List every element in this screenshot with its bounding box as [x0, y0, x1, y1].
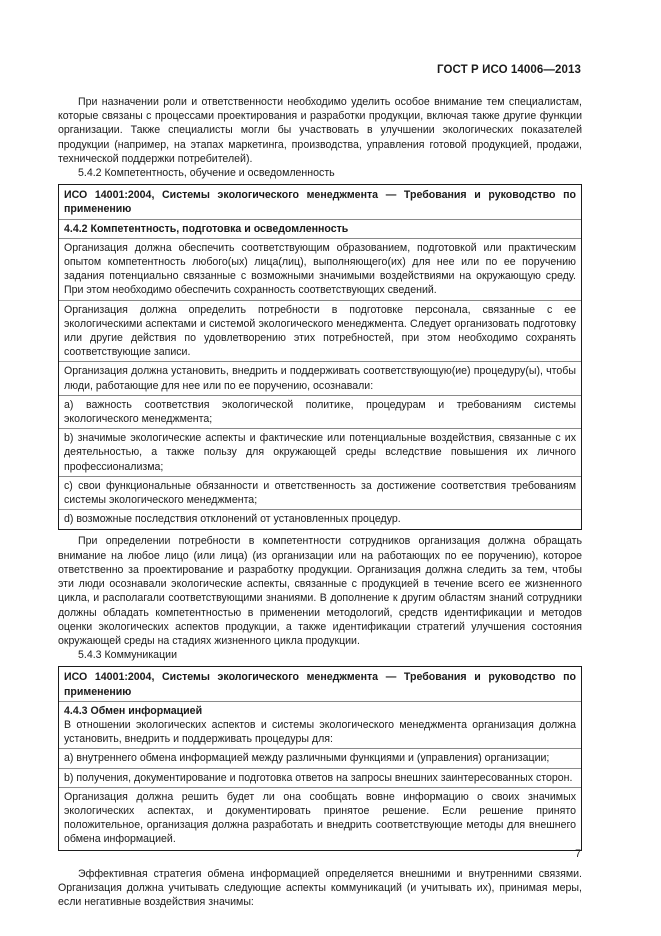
quote-list-item: b) получения, документирование и подготовка ответов на запросы внешних заинтересованных сторон. — [64, 771, 573, 784]
divider — [59, 238, 581, 239]
document-header: ГОСТ Р ИСО 14006—2013 — [436, 64, 581, 76]
quote-list-item: b) значимые экологические аспекты и фактические или потенциальные воздействия, связанные с их деятельностью, а также пользу для окружающей среды вследствие повышения их личного профессионализма; — [64, 432, 576, 473]
divider — [59, 768, 581, 769]
divider — [59, 219, 581, 220]
divider — [59, 428, 581, 429]
clause-4-4-2-heading: 4.4.2 Компетентность, подготовка и осведомленность — [64, 222, 349, 235]
intro-paragraph: При назначении роли и ответственности необходимо уделить особое внимание тем специалистам, которые связаны с процессами проектирования и разработки продукции, включая также другие функции организации. Также специалисты могли бы участвовать в улучшении экологических показателей продукции (например, на этапах маркетинга, производства, управления готовой продукцией, продажи, технической поддержки потребителей). — [58, 96, 582, 165]
divider — [59, 395, 581, 396]
divider — [59, 787, 581, 788]
divider — [59, 748, 581, 749]
page-number: 7 — [575, 848, 581, 860]
quote-paragraph: Организация должна обеспечить соответствующим образованием, подготовкой или практическим опытом компетентность любого(ых) лица(лиц), выполняющего(их) для нее или по ее поручению задания потенциально связанные с возможными значимыми воздействиями на окружающую среду. При этом необходимо обеспечить сохранность соответствующих сведений. — [64, 241, 576, 297]
section-5-4-3-heading: 5.4.3 Коммуникации — [78, 649, 177, 662]
closing-paragraph: Эффективная стратегия обмена информацией определяется внешними и внутренними связями. Организация должна учитывать следующие аспекты коммуникаций (и учитывать их), принимая меры, если негативные воздействия значимы: — [58, 867, 582, 908]
quote-paragraph: Организация должна определить потребности в подготовке персонала, связанные с ее экологическими аспектами и системой экологического менеджмента. Следует организовать подготовку или другие действия по удовлетворению этих потребностей, при этом необходимо сохранять соответствующие записи. — [64, 303, 576, 359]
divider — [59, 701, 581, 702]
divider — [59, 361, 581, 362]
standard-quote-box-4-4-2 — [58, 184, 582, 530]
quote-box-title: ИСО 14001:2004, Системы экологического менеджмента — Требования и руководство по применению — [64, 671, 576, 698]
quote-paragraph: В отношении экологических аспектов и системы экологического менеджмента организация должна установить, внедрить и поддерживать процедуры для: — [64, 718, 576, 746]
quote-list-item: c) свои функциональные обязанности и ответственность за достижение соответствия требованиям системы экологического менеджмента; — [64, 479, 576, 507]
quote-list-item: a) важность соответствия экологической политике, процедурам и требованиям системы экологического менеджмента; — [64, 398, 576, 426]
divider — [59, 509, 581, 510]
quote-list-item: a) внутреннего обмена информацией между различными функциями и (управления) организации; — [64, 752, 550, 765]
quote-paragraph: Организация должна установить, внедрить и поддерживать соответствующую(ие) процедуру(ы), чтобы люди, работающие для нее или по ее поручению, осознавали: — [64, 365, 576, 392]
standard-quote-box-4-4-3 — [58, 666, 582, 850]
divider — [59, 300, 581, 301]
competence-paragraph: При определении потребности в компетентности сотрудников организация должна обращать внимание на любое лицо (или лица) (из организации или на работающих по ее поручению), которое ответственно за проектирование и разработку продукции. Организация должна следить за тем, чтобы эти люди осознавали экологические аспекты, связанные с продукцией в течение всего ее жизненного цикла, и располагали соответствующими знаниями. В дополнение к другим областям знаний сотрудники должны обладать компетентностью в применении методологий, средств идентификации и методов оценки экологических аспектов продукции, а также идентификации стратегий улучшения состояния окружающей среды на стадиях жизненного цикла продукции. — [58, 535, 582, 647]
section-5-4-2-heading: 5.4.2 Компетентность, обучение и осведомленность — [78, 167, 335, 180]
divider — [59, 476, 581, 477]
quote-box-title: ИСО 14001:2004, Системы экологического менеджмента — Требования и руководство по применению — [64, 189, 576, 216]
document-body — [58, 95, 582, 909]
quote-list-item: d) возможные последствия отклонений от установленных процедур. — [64, 513, 401, 526]
quote-paragraph: Организация должна решить будет ли она сообщать вовне информацию о своих значимых экологических аспектах, и документировать принятое решение. Если решение принято положительное, организация должна разработать и внедрить соответствующие методы для внешнего обмена информацией. — [64, 790, 576, 846]
clause-4-4-3-heading: 4.4.3 Обмен информацией — [64, 704, 203, 717]
